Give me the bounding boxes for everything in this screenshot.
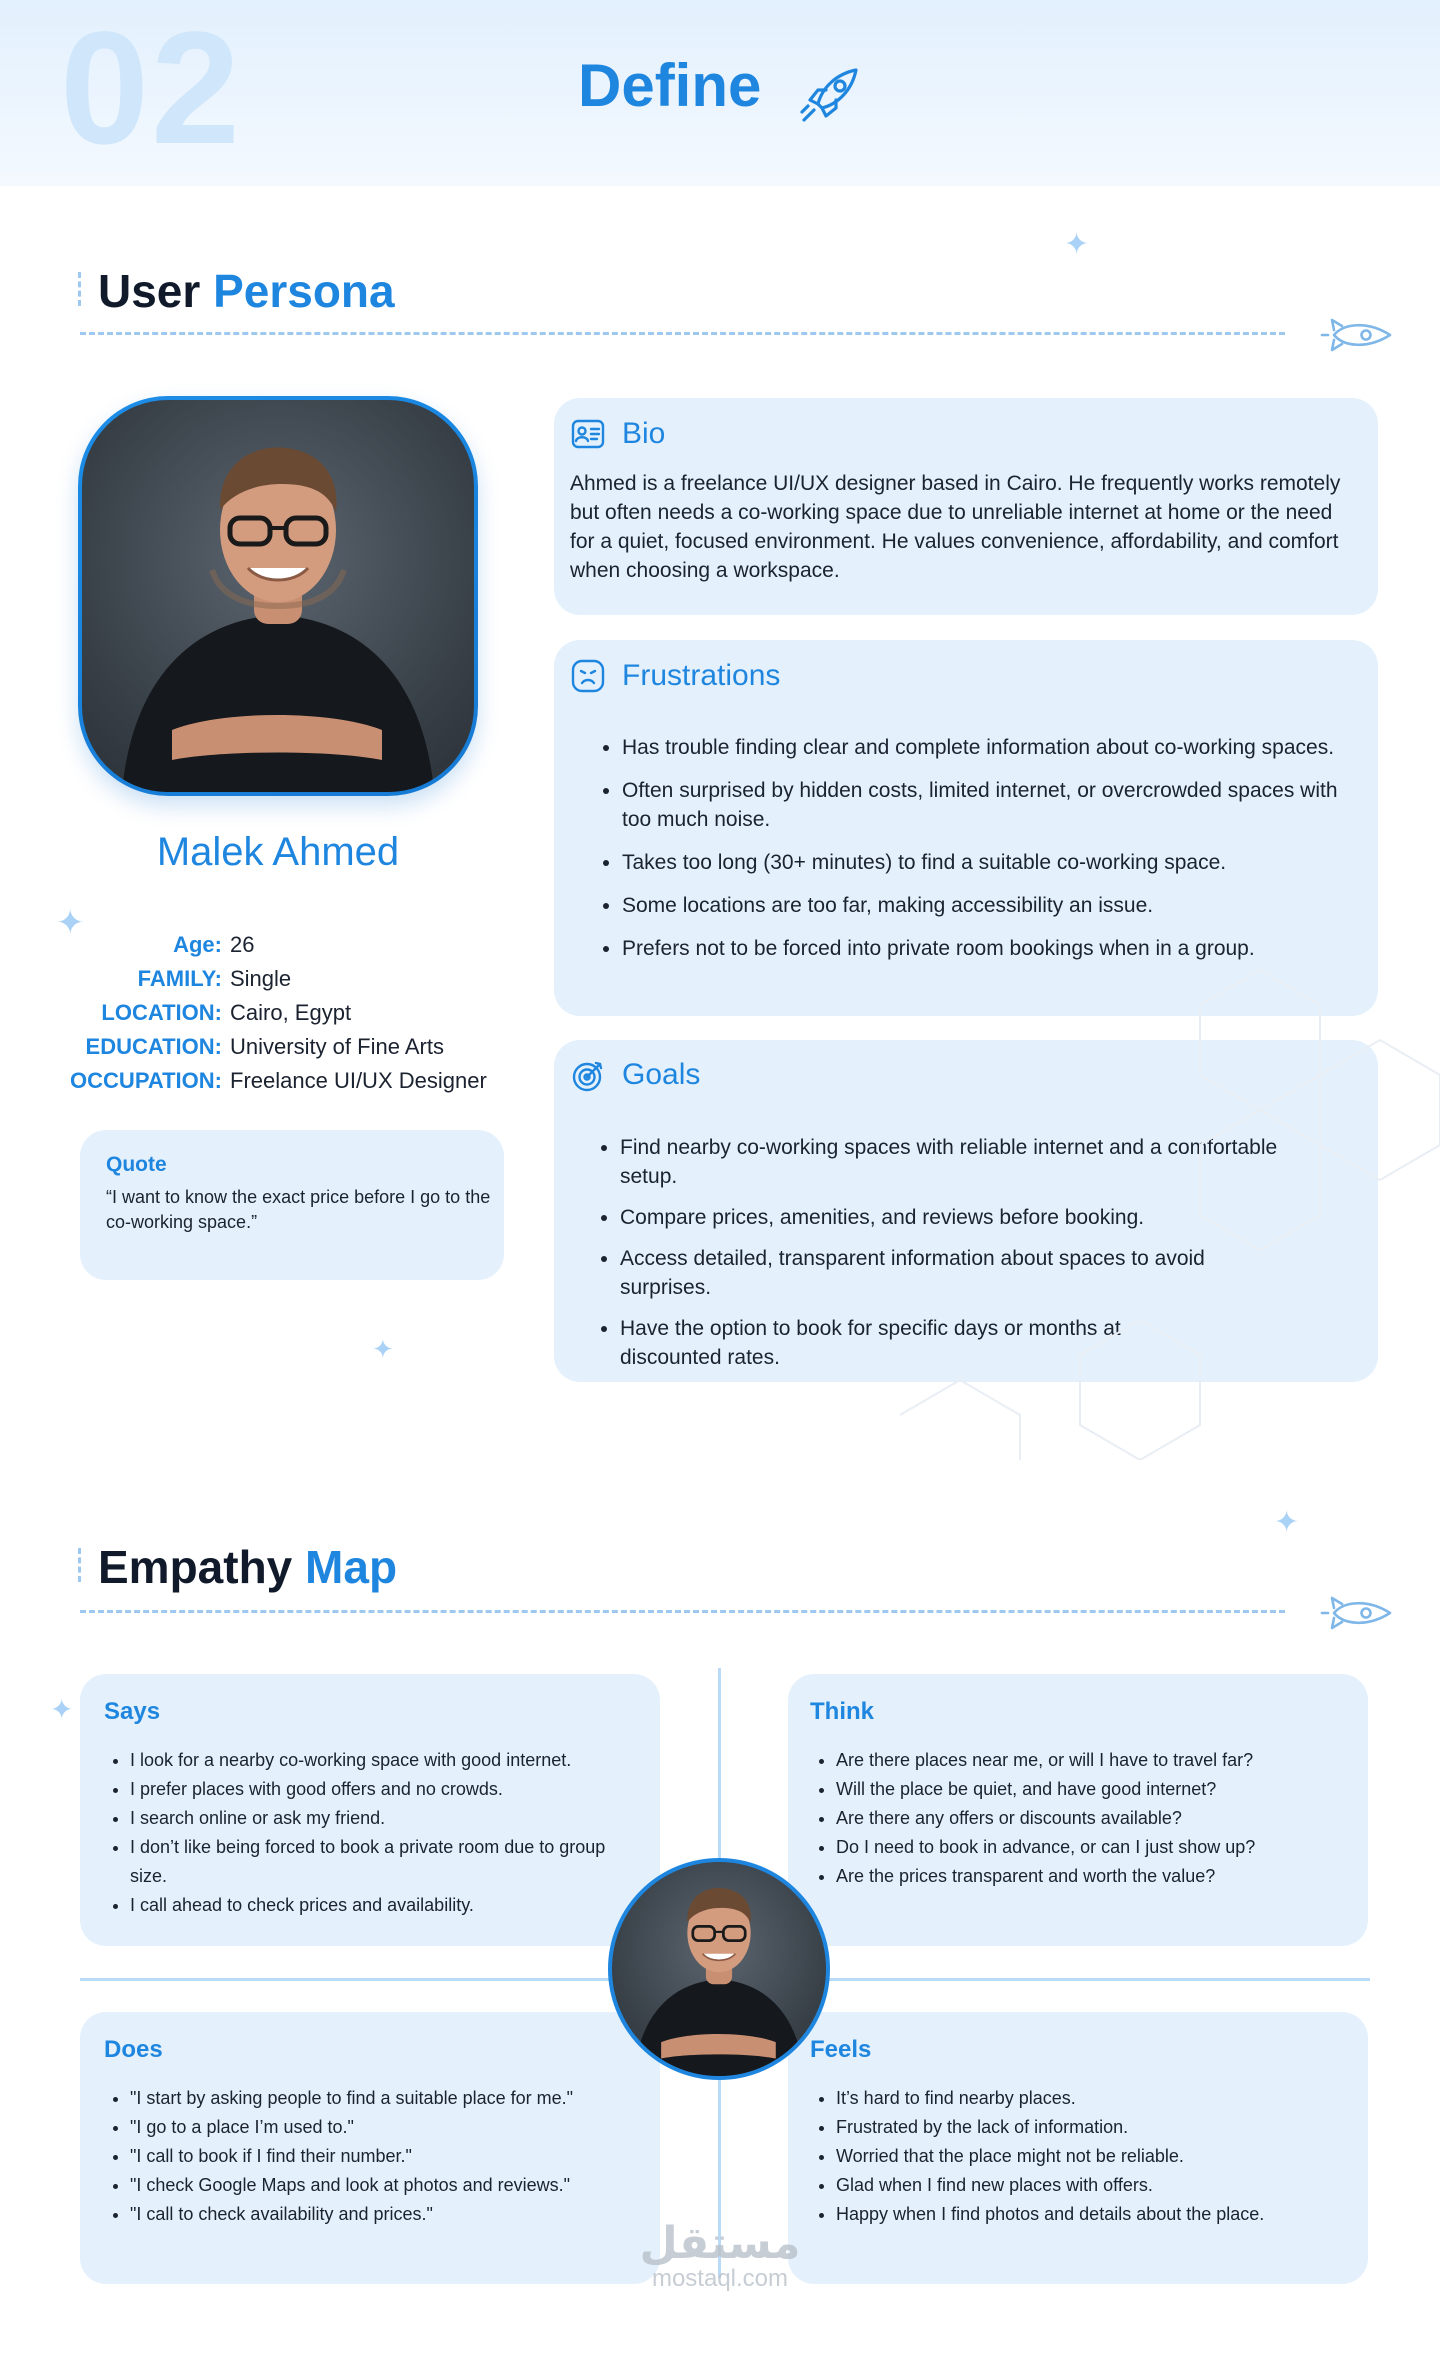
fact-key: FAMILY: (137, 966, 222, 991)
step-number: 02 (60, 0, 242, 177)
persona-facts (60, 928, 520, 1098)
quote-text: “I want to know the exact price before I go to the co-working space.” (106, 1187, 491, 1232)
list-item: • I look for a nearby co-working space with good internet. (130, 1746, 644, 1775)
list-item: • Do I need to book in advance, or can I just show up? (836, 1833, 1350, 1862)
list-item: • I prefer places with good offers and no crowds. (130, 1775, 644, 1804)
feels-list (810, 2084, 1350, 2229)
fact-key: Age: (173, 932, 222, 957)
fact-value: University of Fine Arts (230, 1034, 444, 1059)
list-item: • "I call to book if I find their number." (130, 2142, 644, 2171)
list-item: • Compare prices, amenities, and reviews before booking. (620, 1203, 1280, 1232)
list-item: • I call ahead to check prices and availability. (130, 1891, 644, 1920)
fact-value: Single (230, 966, 292, 991)
list-item: • Prefers not to be forced into private room bookings when in a group. (622, 934, 1350, 963)
fact-row-occupation (60, 1064, 520, 1098)
section-title-empathy (98, 1541, 398, 1593)
list-item: • Some locations are too far, making accessibility an issue. (622, 891, 1350, 920)
fact-value: Freelance UI/UX Designer (230, 1068, 487, 1093)
rocket-icon (1320, 1594, 1394, 1632)
list-item: • Worried that the place might not be reliable. (836, 2142, 1350, 2171)
list-item: • Happy when I find photos and details about the place. (836, 2200, 1350, 2229)
list-item: • "I call to check availability and prices." (130, 2200, 644, 2229)
list-item: • Are there any offers or discounts available? (836, 1804, 1350, 1833)
target-icon (570, 1058, 606, 1094)
says-title: Says (104, 1698, 161, 1725)
think-list (810, 1746, 1350, 1891)
list-item: • Glad when I find new places with offers. (836, 2171, 1350, 2200)
frustrations-list (582, 712, 1350, 984)
section-title-accent: Persona (213, 265, 395, 317)
list-item: • I search online or ask my friend. (130, 1804, 644, 1833)
fact-value: 26 (230, 932, 255, 957)
list-item: • It’s hard to find nearby places. (836, 2084, 1350, 2113)
star-icon: ✦ (50, 1694, 74, 1725)
list-item: • Find nearby co-working spaces with reliable internet and a comfortable setup. (620, 1133, 1280, 1191)
list-item: • Are there places near me, or will I have to travel far? (836, 1746, 1350, 1775)
fact-key: EDUCATION: (85, 1034, 222, 1059)
does-title: Does (104, 2036, 163, 2063)
star-icon: ✦ (372, 1334, 394, 1364)
goals-title: Goals (622, 1058, 701, 1091)
page-title: Define (578, 52, 762, 119)
frustrations-title: Frustrations (622, 659, 781, 692)
empathy-center-photo (608, 1858, 830, 2080)
person-illustration (82, 400, 474, 792)
fact-row-education (60, 1030, 520, 1064)
watermark-arabic: مستقل (639, 2219, 801, 2268)
fact-value: Cairo, Egypt (230, 1000, 352, 1025)
think-title: Think (810, 1698, 874, 1725)
list-item: • Takes too long (30+ minutes) to find a suitable co-working space. (622, 848, 1350, 877)
star-icon: ✦ (56, 904, 85, 942)
watermark (620, 2219, 820, 2292)
list-item: • Frustrated by the lack of information. (836, 2113, 1350, 2142)
section-divider (80, 332, 1285, 335)
hex-pattern (840, 960, 1440, 1460)
rocket-icon (796, 64, 862, 124)
fact-key: LOCATION: (101, 1000, 222, 1025)
bio-title: Bio (622, 417, 666, 450)
section-title-accent: Map (305, 1541, 398, 1593)
list-item: • I don’t like being forced to book a private room due to group size. (130, 1833, 630, 1891)
does-list (104, 2084, 644, 2229)
fact-row-age (60, 928, 520, 962)
persona-name: Malek Ahmed (156, 830, 400, 874)
list-item: • Will the place be quiet, and have good internet? (836, 1775, 1350, 1804)
watermark-latin: mostaql.com (651, 2265, 789, 2292)
fact-row-family (60, 962, 520, 996)
star-icon: ✦ (1274, 1506, 1300, 1539)
sad-face-icon (570, 658, 606, 694)
star-icon: ✦ (1064, 228, 1090, 261)
section-title-word: Empathy (98, 1541, 293, 1593)
list-item: • Have the option to book for specific days or months at discounted rates. (620, 1314, 1180, 1372)
says-list (104, 1746, 644, 1920)
list-item: • Often surprised by hidden costs, limited internet, or overcrowded spaces with too much noise. (622, 776, 1350, 834)
section-divider (80, 1610, 1285, 1613)
quote-title: Quote (106, 1153, 167, 1176)
list-item: • Access detailed, transparent information about spaces to avoid surprises. (620, 1244, 1280, 1302)
list-item: • "I check Google Maps and look at photos and reviews." (130, 2171, 644, 2200)
heading-marker (78, 1548, 84, 1582)
section-title-persona (98, 265, 395, 317)
list-item: • "I start by asking people to find a suitable place for me." (130, 2084, 644, 2113)
list-item: • Has trouble finding clear and complete information about co-working spaces. (622, 733, 1350, 762)
section-title-word: User (98, 265, 201, 317)
persona-photo (82, 400, 474, 792)
rocket-icon (1320, 316, 1394, 354)
fact-row-location (60, 996, 520, 1030)
list-item: • Are the prices transparent and worth the value? (836, 1862, 1350, 1891)
fact-key: OCCUPATION: (70, 1068, 222, 1093)
heading-marker (78, 272, 84, 306)
person-illustration (612, 1862, 826, 2076)
list-item: • "I go to a place I’m used to." (130, 2113, 644, 2142)
id-card-icon (570, 416, 606, 452)
feels-title: Feels (810, 2036, 872, 2063)
bio-text: Ahmed is a freelance UI/UX designer based in Cairo. He frequently works remotely but often needs a co-working space due to unreliable internet at home or the need for a quiet, focused environment. He values convenience, affordability, and comfort when choosing a workspace. (570, 472, 1341, 582)
